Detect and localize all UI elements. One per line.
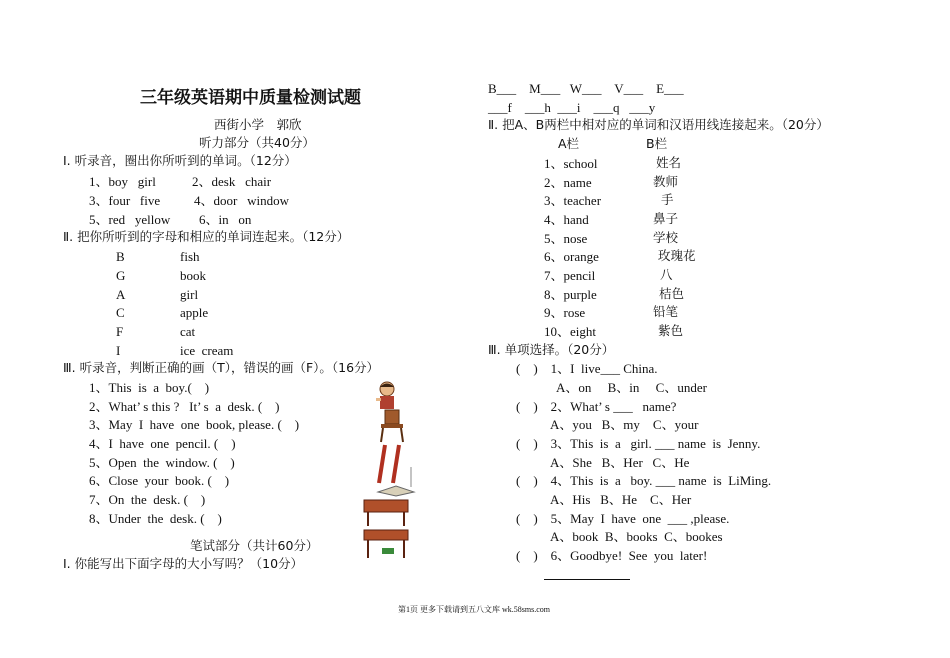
match-word: 4、hand <box>544 212 589 227</box>
choice-options: A、She B、Her C、He <box>550 455 690 470</box>
letter-item: F <box>116 324 124 339</box>
column-a-label: A栏 <box>558 136 580 151</box>
choice-question: ( ) 3、This is a girl. ___ name is Jenny. <box>516 436 761 451</box>
choice-question: ( ) 5、May I have one ___ ,please. <box>516 511 730 526</box>
letter-upper-blanks: B___ M___ W___ V___ E___ <box>488 81 684 96</box>
match-word: 3、teacher <box>544 193 602 208</box>
writing-header: 笔试部分（共计60分） <box>190 538 319 553</box>
match-word: 1、school <box>544 156 598 171</box>
judge-item: 2、What’ s this ? It’ s a desk. ( ) <box>89 399 280 414</box>
letter-item: G <box>116 268 126 283</box>
listen-q1-item: 2、desk chair <box>192 174 272 189</box>
match-meaning: 鼻子 <box>653 211 679 226</box>
match-word: 2、name <box>544 175 592 190</box>
letter-item: C <box>116 305 125 320</box>
match-word: 7、pencil <box>544 268 596 283</box>
word-item: book <box>180 268 206 283</box>
match-meaning: 桔色 <box>659 286 685 301</box>
match-word: 10、eight <box>544 324 596 339</box>
judge-item: 7、On the desk. ( ) <box>89 492 206 507</box>
listening-header: 听力部分（共40分） <box>199 135 315 150</box>
choice-heading: Ⅲ. 单项选择。（20分） <box>488 342 615 357</box>
page-title: 三年级英语期中质量检测试题 <box>140 88 361 108</box>
judge-item: 8、Under the desk. ( ) <box>89 511 222 526</box>
listen-q1-item: 1、boy girl <box>89 174 156 189</box>
choice-question: ( ) 4、This is a boy. ___ name is LiMing. <box>516 473 772 488</box>
write-q1-heading: Ⅰ. 你能写出下面字母的大小写吗？（10分） <box>63 556 304 571</box>
judge-item: 5、Open the window. ( ) <box>89 455 235 470</box>
column-b-label: B栏 <box>646 136 668 151</box>
judge-item: 3、May I have one book, please. ( ) <box>89 417 300 432</box>
answer-line <box>544 579 630 580</box>
match-word: 8、purple <box>544 287 597 302</box>
match-word: 9、rose <box>544 305 586 320</box>
listen-q3-heading: Ⅲ. 听录音，判断正确的画（T），错误的画（F）。（16分） <box>63 360 380 375</box>
desk-picture <box>360 496 416 562</box>
author-line: 西街小学 郭欣 <box>214 117 302 132</box>
letter-item: A <box>116 287 126 302</box>
judge-item: 4、I have one pencil. ( ) <box>89 436 236 451</box>
letter-lower-blanks: ___f ___h ___i ___q ___y <box>488 100 656 115</box>
listen-q2-heading: Ⅱ. 把你所听到的字母和相应的单词连起来。（12分） <box>63 229 350 244</box>
choice-question: ( ) 6、Goodbye! See you later! <box>516 548 708 563</box>
match-meaning: 教师 <box>653 174 679 189</box>
listen-q1-item: 3、four five <box>89 193 161 208</box>
word-item: fish <box>180 249 200 264</box>
match-meaning: 铅笔 <box>653 304 679 319</box>
letter-item: B <box>116 249 125 264</box>
match-meaning: 玫瑰花 <box>658 248 696 263</box>
match-meaning: 八 <box>660 267 673 282</box>
choice-options: A、on B、in C、under <box>556 380 707 395</box>
match-meaning: 姓名 <box>656 155 682 170</box>
match-word: 6、orange <box>544 249 599 264</box>
page-footer: 第1页 更多下载请到五八文库 wk.58sms.com <box>398 605 550 614</box>
chair-picture <box>377 408 407 444</box>
choice-options: A、you B、my C、your <box>550 417 699 432</box>
listen-q1-item: 5、red yellow <box>89 212 171 227</box>
letter-item: I <box>116 343 121 358</box>
choice-question: ( ) 2、What’ s ___ name? <box>516 399 677 414</box>
word-item: girl <box>180 287 199 302</box>
word-item: cat <box>180 324 196 339</box>
match-heading: Ⅱ. 把A、B两栏中相对应的单词和汉语用线连接起来。（20分） <box>488 117 829 132</box>
match-word: 5、nose <box>544 231 588 246</box>
judge-item: 6、Close your book. ( ) <box>89 473 230 488</box>
choice-options: A、book B、books C、bookes <box>550 529 723 544</box>
listen-q1-item: 6、in on <box>199 212 252 227</box>
choice-question: ( ) 1、I live___ China. <box>516 361 658 376</box>
judge-item: 1、This is a boy.( ) <box>89 380 210 395</box>
match-meaning: 紫色 <box>658 323 684 338</box>
word-item: apple <box>180 305 209 320</box>
match-meaning: 学校 <box>653 230 679 245</box>
pencil-picture <box>373 443 413 487</box>
listen-q1-heading: Ⅰ. 听录音，圈出你所听到的单词。（12分） <box>63 153 297 168</box>
choice-options: A、His B、He C、Her <box>550 492 692 507</box>
listen-q1-item: 4、door window <box>194 193 289 208</box>
match-meaning: 手 <box>661 192 674 207</box>
word-item: ice cream <box>180 343 234 358</box>
